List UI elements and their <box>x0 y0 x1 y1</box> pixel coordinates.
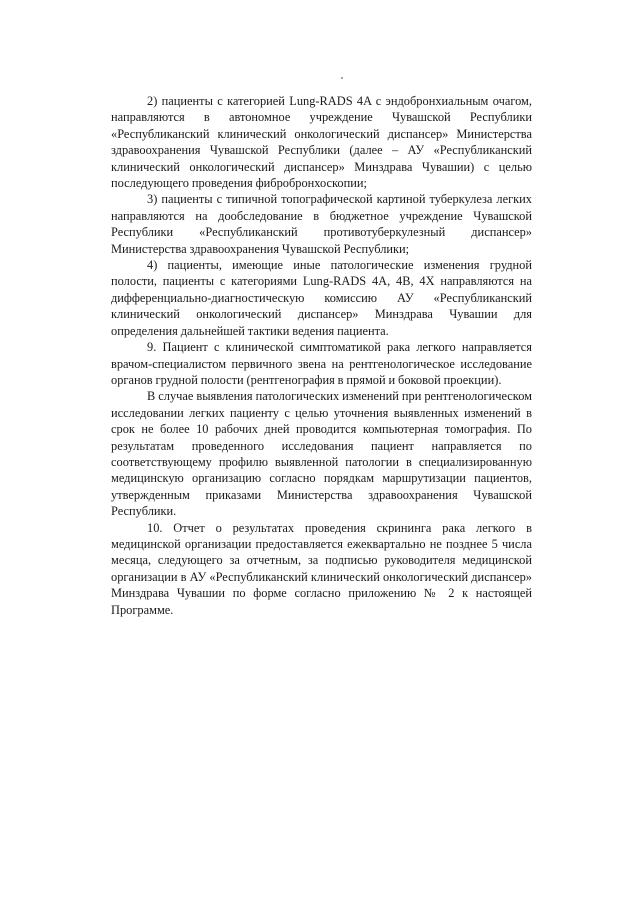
paragraph-section-9: 9. Пациент с клинической симптоматикой рака легкого направляется врачом-специалистом первичного звена на рентгенологическое исследование органов грудной полости (рентгенография в прямой и боковой проекции). <box>111 340 532 387</box>
paragraph-section-9-followup: В случае выявления патологических изменений при рентгенологическом исследовании легких пациенту с целью уточнения выявленных изменений в срок не более 10 рабочих дней проводится компьютерная томография. По результатам проведенного исследования пациент направляется по соответствующему профилю выявленной патологии в специализированную медицинскую организацию согласно порядкам маршрутизации пациентов, утвержденным приказами Министерства здравоохранения Чувашской Республики. <box>111 389 532 519</box>
paragraph-item-2-lung-rads-4a: 2) пациенты с категорией Lung-RADS 4A с эндобронхиальным очагом, направляются в автономное учреждение Чувашской Республики «Республиканский клинический онкологический диспансер» Министерства здравоохранения Чувашской Республики (далее – АУ «Республиканский клинический онкологический диспансер» Минздрава Чувашии) с целью последующего проведения фибробронхоскопии; <box>111 94 532 191</box>
paragraph-section-10: 10. Отчет о результатах проведения скрининга рака легкого в медицинской организации предоставляется ежеквартально не позднее 5 числа месяца, следующего за отчетным, за подписью руководителя медицинской организации в АУ «Республиканский клинический онкологический диспансер» Минздрава Чувашии по форме согласно приложению № 2 к настоящей Программе. <box>111 520 532 617</box>
page-number-mark <box>341 77 343 79</box>
paragraph-item-4-other-changes: 4) пациенты, имеющие иные патологические изменения грудной полости, пациенты с категориями Lung-RADS 4A, 4B, 4X направляются на дифференциально-диагностическую комиссию АУ «Республиканский клинический онкологический диспансер» Минздрава Чувашии для определения дальнейшей тактики ведения пациента. <box>111 258 532 338</box>
paragraph-item-3-tuberculosis: 3) пациенты с типичной топографической картиной туберкулеза легких направляются на дообследование в бюджетное учреждение Чувашской Республики «Республиканский противотуберкулезный диспансер» Министерства здравоохранения Чувашской Республики; <box>111 192 532 256</box>
document-body <box>111 93 532 618</box>
